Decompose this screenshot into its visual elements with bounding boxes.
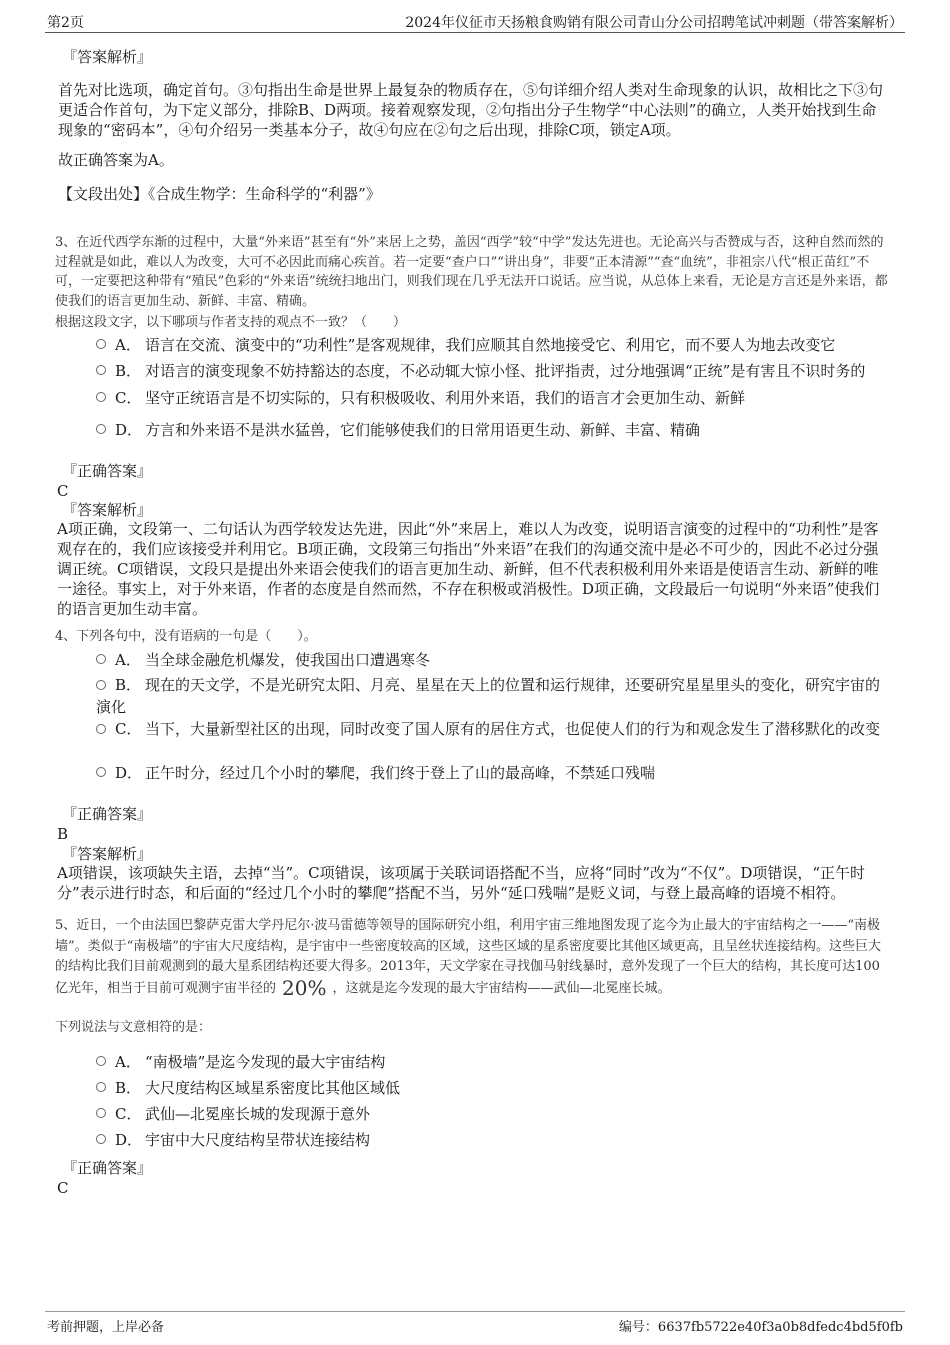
option-text: 语言在交流、演变中的“功利性”是客观规律，我们应顺其自然地接受它、利用它，而不要人为地去改变它 [145,336,836,354]
radio-icon[interactable] [96,767,106,777]
option-key: A． [115,336,141,354]
q4-option-c[interactable] [96,718,886,740]
q2-source: 【文段出处】《合成生物学：生命科学的“利器”》 [58,185,381,203]
option-text: 对语言的演变现象不妨持豁达的态度，不必动辄大惊小怪、批评指责，过分地强调“正统”是有害且不识时务的 [145,362,866,380]
q4-analysis-label: 『答案解析』 [62,845,153,863]
option-key: C． [115,389,142,407]
q3-answer-label: 『正确答案』 [62,462,153,480]
q4-answer: B [57,825,69,843]
option-key: C． [115,720,142,738]
option-key: D． [115,1131,143,1149]
q4-answer-label: 『正确答案』 [62,805,153,823]
q5-option-c[interactable] [96,1103,370,1125]
q5-answer-label: 『正确答案』 [62,1159,153,1177]
radio-icon[interactable] [96,365,106,375]
footer-slogan: 考前押题，上岸必备 [47,1320,165,1335]
option-text: 大尺度结构区域星系密度比其他区域低 [145,1079,401,1097]
option-text: 正午时分，经过几个小时的攀爬，我们终于登上了山的最高峰，不禁延口残喘 [145,764,656,782]
option-key: B． [115,676,142,694]
option-text: 当全球金融危机爆发，使我国出口遭遇寒冬 [145,651,431,669]
q5-stem-part2: ，这就是迄今发现的最大宇宙结构——武仙—北冕座长城。 [332,980,671,996]
q5-option-d[interactable] [96,1129,370,1151]
q4-analysis: A项错误，该项缺失主语，去掉“当”。C项错误，该项属于关联词语搭配不当，应将“同时”改为“不仅”。D项错误，“正午时分”表示进行时态，和后面的“经过几个小时的攀爬”搭配不当，另外“延口残喘”是贬义词，与登上最高峰的语境不相符。 [57,864,866,902]
q3-option-b[interactable] [96,360,865,382]
option-key: C． [115,1105,142,1123]
q3-answer: C [57,482,69,500]
radio-icon[interactable] [96,1056,106,1066]
q3-option-a[interactable] [96,334,835,356]
option-text: 现在的天文学，不是光研究太阳、月亮、星星在天上的位置和运行规律，还要研究星星里头的变化，研究宇宙的演化 [96,676,881,716]
radio-icon[interactable] [96,1082,106,1092]
option-key: A． [115,1053,141,1071]
option-key: B． [115,362,142,380]
option-key: D． [115,421,143,439]
q3-analysis-label: 『答案解析』 [62,501,153,519]
page-number: 第2页 [47,15,84,31]
option-text: 坚守正统语言是不切实际的，只有积极吸收、利用外来语，我们的语言才会更加生动、新鲜 [145,389,746,407]
radio-icon[interactable] [96,1108,106,1118]
q3-question: 根据这段文字，以下哪项与作者支持的观点不一致？（ ） [55,315,407,330]
q5-question: 下列说法与文意相符的是： [55,1020,212,1035]
option-key: D． [115,764,143,782]
radio-icon[interactable] [96,339,106,349]
option-text: 方言和外来语不是洪水猛兽，它们能够使我们的日常用语更生动、新鲜、丰富、精确 [145,421,701,439]
q5-stem-part1: 5、近日，一个由法国巴黎萨克雷大学丹尼尔·波马雷德等领导的国际研究小组，利用宇宙三维地图发现了迄今为止最大的宇宙结构之一——“南极墙”。类似于“南极墙”的宇宙大尺度结构，是宇宙中一些密度较高的区域，这些区域的星系密度要比其他区域更高，且呈丝状连接结构。这些巨大的结构比我们目前观测到的最大星系团结构还要大得多。2013年，天文学家在寻找伽马射线暴时，意外发现了一个巨大的结构，其长度可达100亿光年，相当于目前可观测宇宙半径的 [55,918,881,996]
q5-stem-math: 20% [282,975,327,1000]
q3-option-c[interactable] [96,387,745,409]
header-divider [45,32,905,33]
q4-stem: 4、下列各句中，没有语病的一句是（ ）。 [55,629,317,644]
q4-option-d[interactable] [96,762,655,784]
q5-answer: C [57,1179,69,1197]
q4-option-b[interactable] [96,674,886,718]
q5-option-b[interactable] [96,1077,400,1099]
q3-option-d[interactable] [96,419,700,441]
option-text: 宇宙中大尺度结构呈带状连接结构 [145,1131,371,1149]
option-key: A． [115,651,141,669]
option-key: B． [115,1079,142,1097]
footer-divider [45,1311,905,1312]
q5-stem [55,916,890,999]
footer-serial: 编号：6637fb5722e40f3a0b8dfedc4bd5f0fb [618,1320,903,1335]
q4-option-a[interactable] [96,649,430,671]
radio-icon[interactable] [96,424,106,434]
q2-analysis: 首先对比选项，确定首句。③句指出生命是世界上最复杂的物质存在，⑤句详细介绍人类对生命现象的认识，故相比之下③句更适合作首句，为下定义部分，排除B、D两项。接着观察发现，②句指出分子生物学“中心法则”的确立，人类开始找到生命现象的“密码本”，④句介绍另一类基本分子，故④句应在②句之后出现，排除C项，锁定A项。 [58,81,884,139]
q3-stem: 3、在近代西学东渐的过程中，大量“外来语”甚至有“外”来居上之势，盖因“西学”较“中学”发达先进也。无论高兴与否赞成与否，这种自然而然的过程就是如此，难以人为改变，大可不必因此而痛心疾首。若一定要“查户口”“讲出身”，非要“正本清源”“查“血统”，非祖宗八代“根正苗红”不可，一定要把这种带有“殖民”色彩的“外来语”统统扫地出门，则我们现在几乎无法开口说话。应当说，从总体上来看，无论是方言还是外来语，都使我们的语言更加生动、新鲜、丰富、精确。 [55,235,888,309]
radio-icon[interactable] [96,1134,106,1144]
radio-icon[interactable] [96,392,106,402]
document-title: 2024年仪征市天扬粮食购销有限公司青山分公司招聘笔试冲刺题（带答案解析） [405,15,903,31]
q5-option-a[interactable] [96,1051,385,1073]
option-text: 武仙—北冕座长城的发现源于意外 [145,1105,371,1123]
q3-analysis: A项正确，文段第一、二句话认为西学较发达先进，因此“外”来居上，难以人为改变，说明语言演变的过程中的“功利性”是客观存在的，我们应该接受并利用它。B项正确，文段第三句指出“外来语”在我们的沟通交流中是必不可少的，因此不必过分强调正统。C项错误，文段只是提出外来语会使我们的语言更加生动、新鲜，但不代表积极利用外来语是使语言生动、新鲜的唯一途径。事实上，对于外来语，作者的态度是自然而然，不存在积极或消极性。D项正确，文段最后一句说明“外来语”使我们的语言更加生动丰富。 [57,520,880,618]
q2-conclusion: 故正确答案为A。 [58,151,174,169]
option-text: “南极墙”是迄今发现的最大宇宙结构 [145,1053,386,1071]
radio-icon[interactable] [96,680,106,690]
option-text: 当下，大量新型社区的出现，同时改变了国人原有的居住方式，也促使人们的行为和观念发生了潜移默化的改变 [145,720,881,738]
radio-icon[interactable] [96,654,106,664]
radio-icon[interactable] [96,724,106,734]
q2-analysis-label: 『答案解析』 [62,48,153,66]
